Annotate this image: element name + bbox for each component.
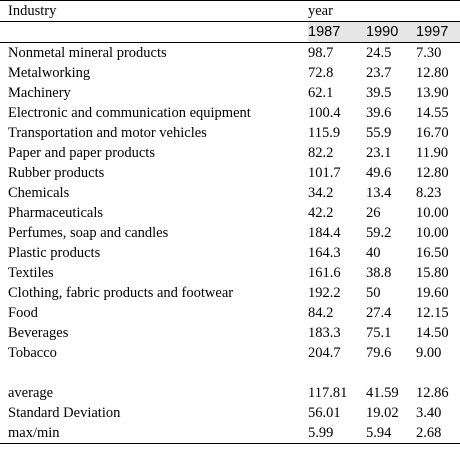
value-1987-cell: 192.2	[308, 285, 341, 301]
value-1987-cell: 204.7	[308, 345, 341, 361]
industry-name-cell: Beverages	[8, 325, 69, 341]
industry-name-cell: Tobacco	[8, 345, 57, 361]
industry-name-cell: Machinery	[8, 85, 71, 101]
value-1990-cell: 26	[366, 205, 381, 221]
table-row	[0, 303, 460, 323]
value-1990-cell: 55.9	[366, 125, 392, 141]
value-1987-cell: 184.4	[308, 225, 341, 241]
value-1987-cell: 98.7	[308, 45, 334, 61]
value-1990-cell: 24.5	[366, 45, 392, 61]
value-1990-cell: 50	[366, 285, 381, 301]
value-1997-cell: 12.80	[416, 65, 449, 81]
summary-1997-cell: 2.68	[416, 425, 442, 441]
header-row	[0, 1, 460, 22]
value-1990-cell: 40	[366, 245, 381, 261]
value-1987-cell: 161.6	[308, 265, 341, 281]
summary-body	[0, 363, 460, 444]
value-1997-cell: 12.80	[416, 165, 449, 181]
value-1987-cell: 34.2	[308, 185, 334, 201]
industry-name-cell: Metalworking	[8, 65, 91, 81]
industry-header: Industry	[8, 3, 57, 19]
table-row	[0, 223, 460, 243]
summary-1987-cell: 5.99	[308, 425, 334, 441]
value-1997-cell: 12.15	[416, 305, 449, 321]
value-1987-cell: 42.2	[308, 205, 334, 221]
summary-1990-cell: 5.94	[366, 425, 392, 441]
value-1990-cell: 59.2	[366, 225, 392, 241]
value-1987-cell: 72.8	[308, 65, 334, 81]
year-1997-header: 1997	[416, 22, 460, 43]
table-body	[0, 43, 460, 364]
value-1997-cell: 10.00	[416, 225, 449, 241]
year-1990-header: 1990	[366, 22, 416, 43]
value-1997-cell: 11.90	[416, 145, 449, 161]
value-1987-cell: 100.4	[308, 105, 341, 121]
value-1997-cell: 13.90	[416, 85, 449, 101]
table-row	[0, 323, 460, 343]
value-1990-cell: 49.6	[366, 165, 392, 181]
value-1997-cell: 14.50	[416, 325, 449, 341]
year-header: year	[308, 3, 333, 19]
value-1987-cell: 115.9	[308, 125, 341, 141]
industry-name-cell: Clothing, fabric products and footwear	[8, 285, 234, 301]
spacer-cell	[0, 363, 460, 383]
year-1987-header: 1987	[308, 22, 366, 43]
table-row	[0, 243, 460, 263]
summary-1997-cell: 12.86	[416, 385, 449, 401]
industry-name-cell: Perfumes, soap and candles	[8, 225, 169, 241]
value-1997-cell: 7.30	[416, 45, 442, 61]
summary-label-cell: Standard Deviation	[8, 405, 121, 421]
value-1987-cell: 82.2	[308, 145, 334, 161]
value-1990-cell: 75.1	[366, 325, 392, 341]
summary-1990-cell: 19.02	[366, 405, 399, 421]
table-row	[0, 283, 460, 303]
spacer-row	[0, 363, 460, 383]
value-1987-cell: 84.2	[308, 305, 334, 321]
value-1997-cell: 14.55	[416, 105, 449, 121]
industry-name-cell: Nonmetal mineral products	[8, 45, 167, 61]
industry-name-cell: Electronic and communication equipment	[8, 105, 251, 121]
value-1997-cell: 9.00	[416, 345, 442, 361]
value-1997-cell: 16.50	[416, 245, 449, 261]
table-row	[0, 163, 460, 183]
summary-1987-cell: 117.81	[308, 385, 348, 401]
year-header-row	[0, 22, 460, 43]
value-1990-cell: 38.8	[366, 265, 392, 281]
table-row	[0, 203, 460, 223]
value-1990-cell: 23.7	[366, 65, 392, 81]
industry-name-cell: Textiles	[8, 265, 54, 281]
table-row	[0, 103, 460, 123]
table-row	[0, 123, 460, 143]
year-row-spacer	[0, 22, 308, 43]
value-1987-cell: 101.7	[308, 165, 341, 181]
summary-label-cell: average	[8, 385, 54, 401]
industry-name-cell: Food	[8, 305, 38, 321]
summary-row	[0, 403, 460, 423]
value-1997-cell: 8.23	[416, 185, 442, 201]
value-1997-cell: 16.70	[416, 125, 449, 141]
industry-name-cell: Pharmaceuticals	[8, 205, 104, 221]
value-1997-cell: 15.80	[416, 265, 449, 281]
table-row	[0, 143, 460, 163]
value-1997-cell: 10.00	[416, 205, 449, 221]
table-row	[0, 263, 460, 283]
summary-row	[0, 383, 460, 403]
industry-name-cell: Rubber products	[8, 165, 105, 181]
summary-row	[0, 423, 460, 444]
value-1990-cell: 13.4	[366, 185, 392, 201]
industry-name-cell: Chemicals	[8, 185, 70, 201]
summary-1997-cell: 3.40	[416, 405, 442, 421]
industry-name-cell: Paper and paper products	[8, 145, 155, 161]
value-1990-cell: 39.5	[366, 85, 392, 101]
value-1997-cell: 19.60	[416, 285, 449, 301]
table-row	[0, 343, 460, 363]
value-1990-cell: 79.6	[366, 345, 392, 361]
table-row	[0, 83, 460, 103]
value-1990-cell: 27.4	[366, 305, 392, 321]
summary-1987-cell: 56.01	[308, 405, 341, 421]
table-row	[0, 183, 460, 203]
industry-name-cell: Plastic products	[8, 245, 101, 261]
summary-1990-cell: 41.59	[366, 385, 399, 401]
value-1987-cell: 62.1	[308, 85, 334, 101]
industry-name-cell: Transportation and motor vehicles	[8, 125, 207, 141]
summary-label-cell: max/min	[8, 425, 60, 441]
value-1987-cell: 164.3	[308, 245, 341, 261]
table-row	[0, 43, 460, 64]
table-row	[0, 63, 460, 83]
value-1990-cell: 39.6	[366, 105, 392, 121]
value-1987-cell: 183.3	[308, 325, 341, 341]
value-1990-cell: 23.1	[366, 145, 392, 161]
